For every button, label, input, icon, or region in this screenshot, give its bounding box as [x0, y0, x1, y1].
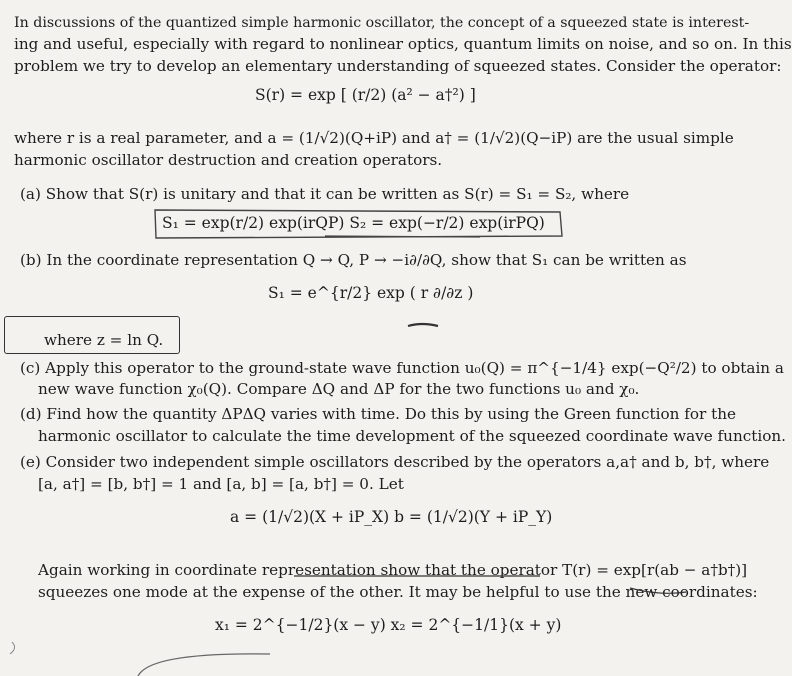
- part-e-line-1: (e) Consider two independent simple oscillators described by the operators a,a† and b, b†, where: [20, 453, 770, 471]
- where-line-1: where r is a real parameter, and a = (1/√2)(Q+iP) and a† = (1/√2)(Q−iP) are the usual simple: [14, 129, 734, 147]
- part-d-line-1: (d) Find how the quantity ΔPΔQ varies with time. Do this by using the Green function for the: [20, 405, 736, 423]
- intro-text-1: In discussions of the quantized simple harmonic oscillator, the concept of a squeezed state is interest-: [14, 15, 750, 31]
- intro-line-2: ing and useful, especially with regard to nonlinear optics, quantum limits on noise, and so on. In this: [14, 35, 792, 53]
- intro-line-1: [14, 12, 749, 33]
- part-e-line-2: [a, a†] = [b, b†] = 1 and [a, b] = [a, b†] = 0. Let: [38, 475, 404, 493]
- part-e-equation: a = (1/√2)(X + iP_X) b = (1/√2)(Y + iP_Y): [230, 508, 553, 526]
- intro-line-3: problem we try to develop an elementary understanding of squeezed states. Consider the operator:: [14, 57, 782, 75]
- operator-equation: S(r) = exp [ (r/2) (a² − a†²) ]: [255, 86, 476, 104]
- part-b-text: (b) In the coordinate representation Q → Q, P → −i∂/∂Q, show that S₁ can be written as: [20, 251, 687, 269]
- part-c-line-1: (c) Apply this operator to the ground-state wave function u₀(Q) = π^{−1/4} exp(−Q²/2) to obtain a: [20, 359, 784, 377]
- part-a-text: (a) Show that S(r) is unitary and that it can be written as S(r) = S₁ = S₂, where: [20, 185, 630, 203]
- part-e-coordinates: x₁ = 2^{−1/2}(x − y) x₂ = 2^{−1/1}(x + y): [215, 616, 562, 634]
- pencil-scribble: [0, 640, 700, 676]
- part-b-equation: S₁ = e^{r/2} exp ( r ∂/∂z ): [268, 284, 474, 302]
- part-e-line-3: Again working in coordinate representation show that the operator T(r) = exp[r(ab − a†b†)]: [38, 561, 748, 579]
- where-line-2: harmonic oscillator destruction and creation operators.: [14, 151, 443, 169]
- part-e-line-4: squeezes one mode at the expense of the other. It may be helpful to use the new coordinates:: [38, 583, 758, 601]
- part-c-line-2: new wave function χ₀(Q). Compare ΔQ and ΔP for the two functions u₀ and χ₀.: [38, 380, 640, 398]
- part-d-line-2: harmonic oscillator to calculate the time development of the squeezed coordinate wave function.: [38, 427, 786, 445]
- part-a-equation: S₁ = exp(r/2) exp(irQP) S₂ = exp(−r/2) exp(irPQ): [162, 214, 545, 232]
- handwritten-dash: [404, 320, 444, 332]
- part-b-where-z: where z = ln Q.: [44, 331, 164, 349]
